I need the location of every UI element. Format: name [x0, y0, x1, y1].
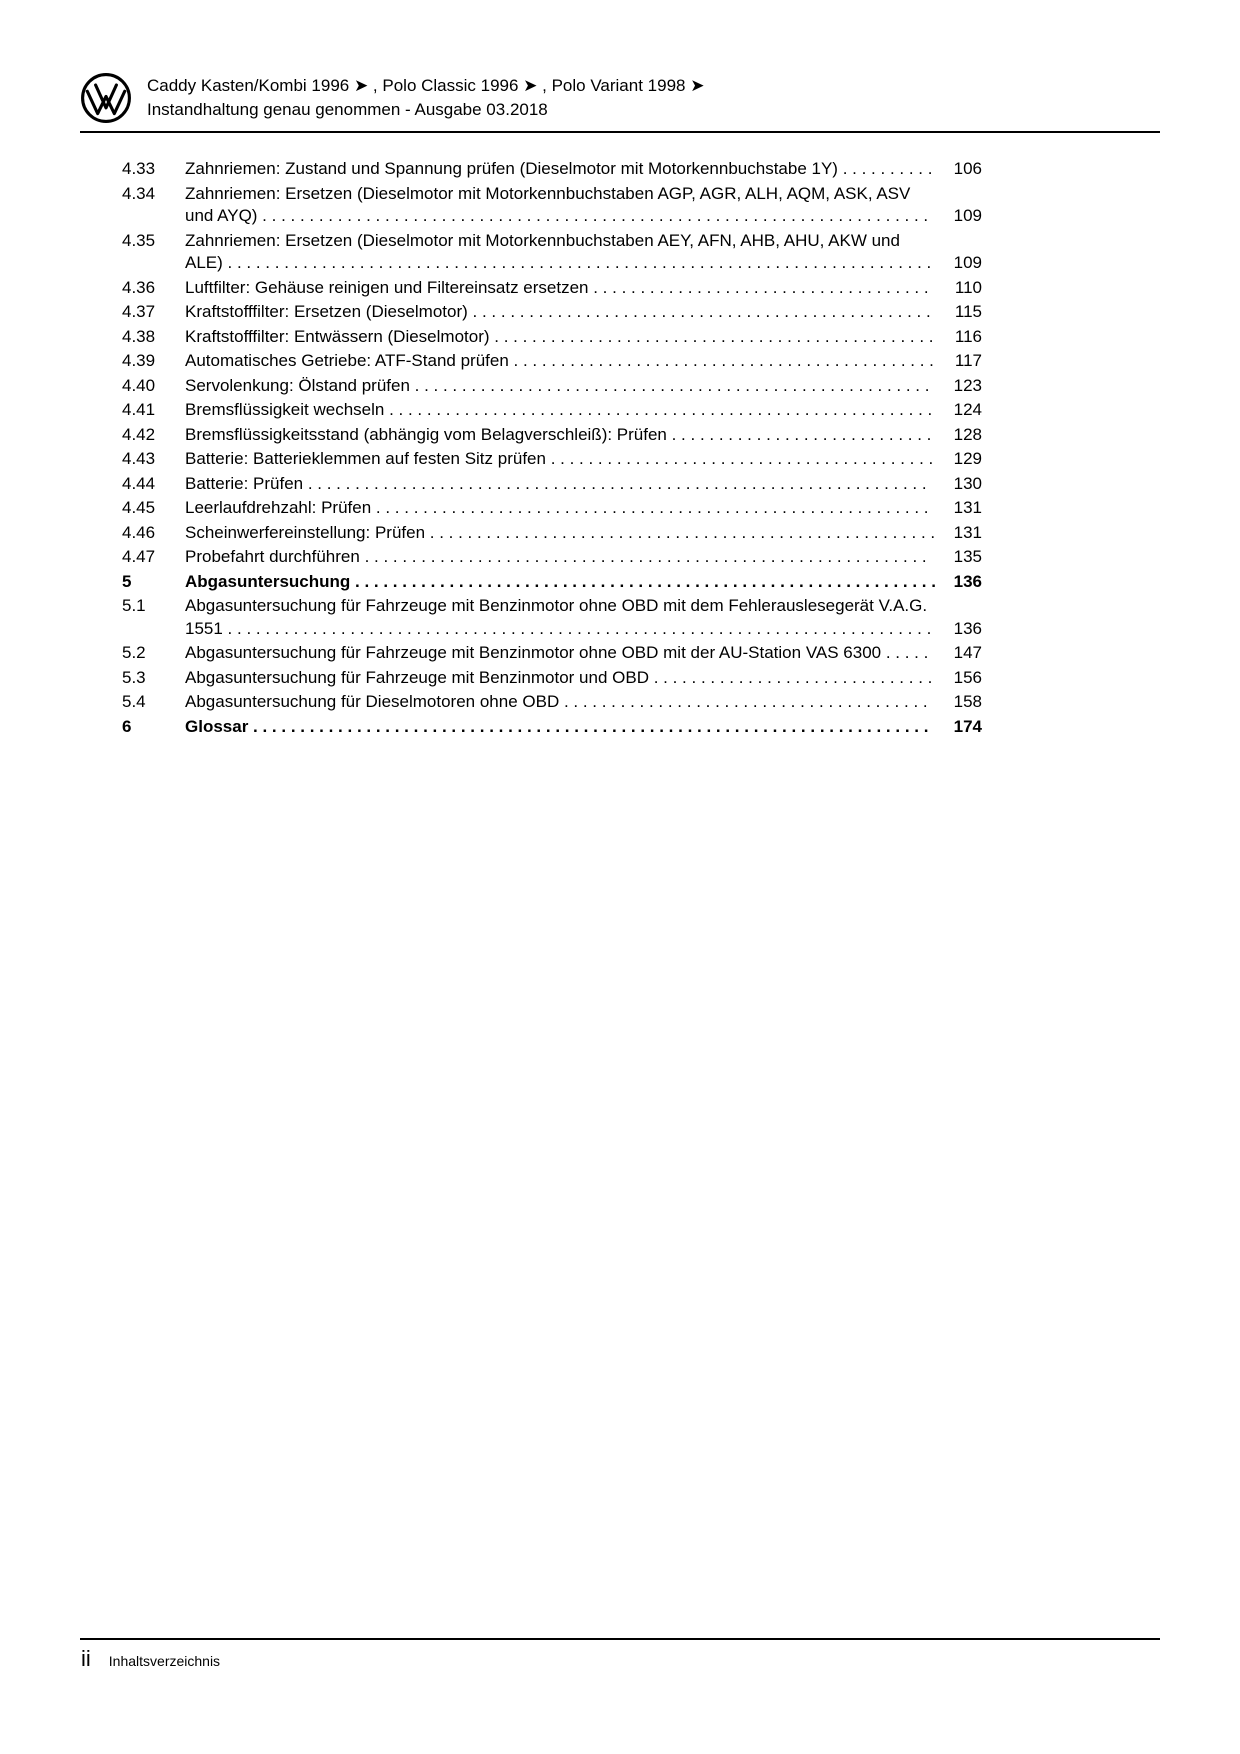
toc-entry-number: 5	[122, 571, 132, 591]
toc-leader-dots: . . . . .	[881, 643, 929, 662]
toc-entry-page: 135	[953, 547, 982, 566]
toc-entry	[122, 667, 982, 690]
toc-entry	[122, 375, 982, 398]
toc-entry	[122, 230, 982, 275]
toc-entry-page: 123	[953, 375, 982, 395]
footer-page-number: ii	[81, 1646, 91, 1671]
toc-leader-dots: . . . . . . . . . . . . . . . . . . . . . . . . . . . . . . . . . . . . . . . . . . . . . . . . . . . . . . . . . . . . . .	[350, 571, 936, 591]
toc-entry-page: 131	[953, 522, 982, 542]
toc-entry-number: 5.4	[122, 692, 146, 711]
toc-entry-title: Probefahrt durchführen	[185, 547, 360, 566]
footer-divider	[80, 1638, 1160, 1640]
toc-entry-page: 136	[953, 571, 982, 591]
toc-entry-page: 128	[953, 424, 982, 444]
toc-entry-page: 109	[953, 206, 982, 225]
header-text	[147, 74, 704, 122]
toc-leader-dots: . . . . . . . . . . . . . . . . . . . . . . . . . . . . . . . . . . . . . . . . . . . . . . . . . . . . . . . . . . . . . . . . . . . . . . . . . . .	[222, 253, 932, 272]
toc-entry-number: 4.43	[122, 449, 156, 468]
toc-leader-dots: . . . . . . . . . . . . . . . . . . . . . . . . . . . . . . . . . . . . . . .	[559, 692, 928, 711]
toc-entry-number: 4.34	[122, 183, 156, 203]
toc-entry-page: 110	[954, 277, 982, 297]
toc-entry-body	[185, 375, 982, 398]
toc-entry-page: 106	[953, 159, 982, 178]
toc-entry-title: Kraftstofffilter: Entwässern (Dieselmotor)	[185, 326, 490, 346]
toc-entry-title: Batterie: Prüfen	[185, 473, 304, 493]
toc-entry-title: Kraftstofffilter: Ersetzen (Dieselmotor)	[185, 302, 468, 321]
toc-entry-title: Abgasuntersuchung für Fahrzeuge mit Benzinmotor und OBD	[185, 667, 649, 687]
toc-entry-body	[185, 571, 982, 594]
toc-entry-title: Zahnriemen: Ersetzen (Dieselmotor mit Motorkennbuchstaben AGP, AGR, ALH, AQM, ASK, ASV und AYQ)	[185, 183, 911, 225]
toc-leader-dots: . . . . . . . . . . . . . . . . . . . . . . . . . . . . . . . . . . . . . . . . . . . . . . . . . . . . . . . . . . . . . . . . . .	[303, 473, 927, 493]
toc-entry	[122, 448, 982, 471]
toc-entry-number: 6	[122, 716, 132, 736]
toc-entry-number: 4.46	[122, 522, 156, 542]
toc-entry-number: 4.38	[122, 326, 156, 346]
toc-entry	[122, 691, 982, 714]
toc-entry-number: 4.45	[122, 498, 156, 517]
toc-entry-number: 4.39	[122, 351, 156, 370]
toc-entry-body	[185, 326, 982, 349]
toc-leader-dots: . . . . . . . . . . . . . . . . . . . . . . . . . . . . . . . . . . . .	[588, 277, 929, 297]
toc-entry-title: Abgasuntersuchung	[185, 571, 351, 591]
toc-entry	[122, 277, 982, 300]
toc-entry-number: 4.33	[122, 159, 156, 178]
toc-entry-number: 4.37	[122, 302, 156, 321]
header-models-line: Caddy Kasten/Kombi 1996 ➤ , Polo Classic 1996 ➤ , Polo Variant 1998 ➤	[147, 76, 705, 95]
toc-entry-body	[185, 230, 982, 275]
toc-entry-body	[185, 642, 982, 665]
toc-entry-number: 4.35	[122, 230, 156, 250]
toc-entry-body	[185, 473, 982, 496]
toc-leader-dots: . . . . . . . . . . . . . . . . . . . . . . . . . . . . . . . . . . . . . . . . . . . . . . . . . . . . . . .	[409, 375, 930, 395]
toc-entry	[122, 326, 982, 349]
toc-entry-title: Glossar	[185, 716, 249, 736]
footer-row	[80, 1646, 1160, 1672]
toc-entry-body	[185, 350, 982, 373]
table-of-contents	[122, 158, 982, 740]
toc-entry-number: 4.42	[122, 424, 156, 444]
toc-entry-page: 116	[954, 326, 982, 346]
toc-entry-title: Automatisches Getriebe: ATF-Stand prüfen	[185, 351, 509, 370]
toc-entry-title: Abgasuntersuchung für Fahrzeuge mit Benzinmotor ohne OBD mit der AU-Station VAS 6300	[185, 643, 882, 662]
toc-entry-body	[185, 716, 982, 739]
toc-leader-dots: . . . . . . . . . . . . . . . . . . . . . . . . . . . . . . . . . . . . . . . . . . . . . . . . .	[467, 302, 931, 321]
toc-entry-title: Abgasuntersuchung für Dieselmotoren ohne OBD	[185, 692, 560, 711]
toc-entry	[122, 716, 982, 739]
toc-entry-page: 147	[953, 643, 982, 662]
toc-entry-page: 156	[953, 667, 982, 687]
toc-leader-dots: . . . . . . . . . . . . . . . . . . . . . . . . . . . . . . . . . . . . . . . . . . . . . . . . . . . . . . . . . . . . . . . . . . . . . . .	[257, 206, 929, 225]
toc-entry-body	[185, 497, 982, 520]
toc-leader-dots: . . . . . . . . . .	[837, 159, 933, 178]
document-header	[80, 72, 1160, 124]
toc-entry	[122, 522, 982, 545]
toc-entry-number: 5.3	[122, 667, 146, 687]
toc-entry-title: Servolenkung: Ölstand prüfen	[185, 375, 410, 395]
toc-entry	[122, 424, 982, 447]
toc-entry-title: Leerlaufdrehzahl: Prüfen	[185, 498, 372, 517]
toc-leader-dots: . . . . . . . . . . . . . . . . . . . . . . . . . . . . . . . . . . . . . . . . .	[545, 449, 934, 468]
toc-leader-dots: . . . . . . . . . . . . . . . . . . . . . . . . . . . . . . . . . . . . . . . . . . . . . . . . . . . . . . . . . . .	[371, 498, 929, 517]
vw-logo-icon	[80, 72, 132, 124]
toc-entry-body	[185, 522, 982, 545]
toc-entry-number: 5.1	[122, 596, 146, 615]
toc-entry-number: 4.40	[122, 375, 156, 395]
toc-entry-number: 4.44	[122, 473, 156, 493]
toc-entry-number: 4.36	[122, 277, 156, 297]
toc-entry-number: 4.41	[122, 400, 156, 419]
toc-entry-page: 129	[953, 449, 982, 468]
header-divider	[80, 131, 1160, 133]
toc-entry-title: Zahnriemen: Zustand und Spannung prüfen (Dieselmotor mit Motorkennbuchstabe 1Y)	[185, 159, 838, 178]
toc-leader-dots: . . . . . . . . . . . . . . . . . . . . . . . . . . . . . . . . . . . . . . . . . . . . . . .	[489, 326, 934, 346]
toc-leader-dots: . . . . . . . . . . . . . . . . . . . . . . . . . . . . . . . . . . . . . . . . . . . . .	[508, 351, 934, 370]
toc-entry	[122, 571, 982, 594]
toc-entry-body	[185, 399, 982, 422]
toc-entry	[122, 546, 982, 569]
toc-leader-dots: . . . . . . . . . . . . . . . . . . . . . . . . . . . . . .	[648, 667, 933, 687]
toc-leader-dots: . . . . . . . . . . . . . . . . . . . . . . . . . . . . . . . . . . . . . . . . . . . . . . . . . . . . . . . . . . . . . . . . . . . . . . . .	[248, 716, 929, 736]
toc-entry-title: Batterie: Batterieklemmen auf festen Sitz prüfen	[185, 449, 546, 468]
toc-entry-page: 174	[953, 716, 982, 736]
toc-leader-dots: . . . . . . . . . . . . . . . . . . . . . . . . . . . . . . . . . . . . . . . . . . . . . . . . . . . . . . . . . . . . . . . . . . . . . . . . . . .	[222, 618, 932, 638]
toc-entry	[122, 158, 982, 181]
toc-entry	[122, 399, 982, 422]
toc-entry	[122, 183, 982, 228]
toc-entry-page: 136	[953, 618, 982, 638]
toc-entry-body	[185, 277, 982, 300]
toc-entry-body	[185, 546, 982, 569]
toc-leader-dots: . . . . . . . . . . . . . . . . . . . . . . . . . . . . . . . . . . . . . . . . . . . . . . . . . . . . . . . . . . . .	[359, 547, 927, 566]
toc-entry-title: Luftfilter: Gehäuse reinigen und Filtereinsatz ersetzen	[185, 277, 589, 297]
toc-entry-title: Bremsflüssigkeit wechseln	[185, 400, 385, 419]
toc-entry-title: Scheinwerfereinstellung: Prüfen	[185, 522, 426, 542]
toc-leader-dots: . . . . . . . . . . . . . . . . . . . . . . . . . . . . . . . . . . . . . . . . . . . . . . . . . . . . . . . . . .	[384, 400, 933, 419]
toc-entry-page: 158	[953, 692, 982, 711]
toc-entry-number: 4.47	[122, 547, 156, 566]
toc-entry	[122, 595, 982, 640]
toc-entry-page: 131	[953, 498, 982, 517]
toc-entry-page: 109	[953, 253, 982, 272]
toc-entry	[122, 642, 982, 665]
toc-entry	[122, 497, 982, 520]
header-edition-line: Instandhaltung genau genommen - Ausgabe 03.2018	[147, 100, 548, 119]
document-footer	[80, 1638, 1160, 1672]
toc-entry-body	[185, 158, 982, 181]
toc-entry-title: Abgasuntersuchung für Fahrzeuge mit Benzinmotor ohne OBD mit dem Fehlerauslesegerät V.A.G. 1551	[185, 596, 928, 638]
toc-entry	[122, 301, 982, 324]
toc-entry-page: 130	[953, 473, 982, 493]
toc-entry-page: 117	[954, 351, 982, 370]
toc-entry-body	[185, 183, 982, 228]
toc-entry-body	[185, 424, 982, 447]
toc-entry-page: 115	[954, 302, 982, 321]
toc-entry-title: Zahnriemen: Ersetzen (Dieselmotor mit Motorkennbuchstaben AEY, AFN, AHB, AHU, AKW und ALE)	[185, 230, 900, 272]
toc-leader-dots: . . . . . . . . . . . . . . . . . . . . . . . . . . . .	[666, 424, 932, 444]
toc-entry-title: Bremsflüssigkeitsstand (abhängig vom Belagverschleiß): Prüfen	[185, 424, 667, 444]
toc-entry	[122, 473, 982, 496]
toc-entry-body	[185, 667, 982, 690]
toc-entry-body	[185, 691, 982, 714]
toc-entry-page: 124	[953, 400, 982, 419]
toc-leader-dots: . . . . . . . . . . . . . . . . . . . . . . . . . . . . . . . . . . . . . . . . . . . . . . . . . . . . . .	[425, 522, 936, 542]
toc-entry-number: 5.2	[122, 643, 146, 662]
footer-section-label: Inhaltsverzeichnis	[108, 1653, 221, 1669]
toc-entry-body	[185, 595, 982, 640]
toc-entry-body	[185, 301, 982, 324]
toc-entry	[122, 350, 982, 373]
toc-entry-body	[185, 448, 982, 471]
